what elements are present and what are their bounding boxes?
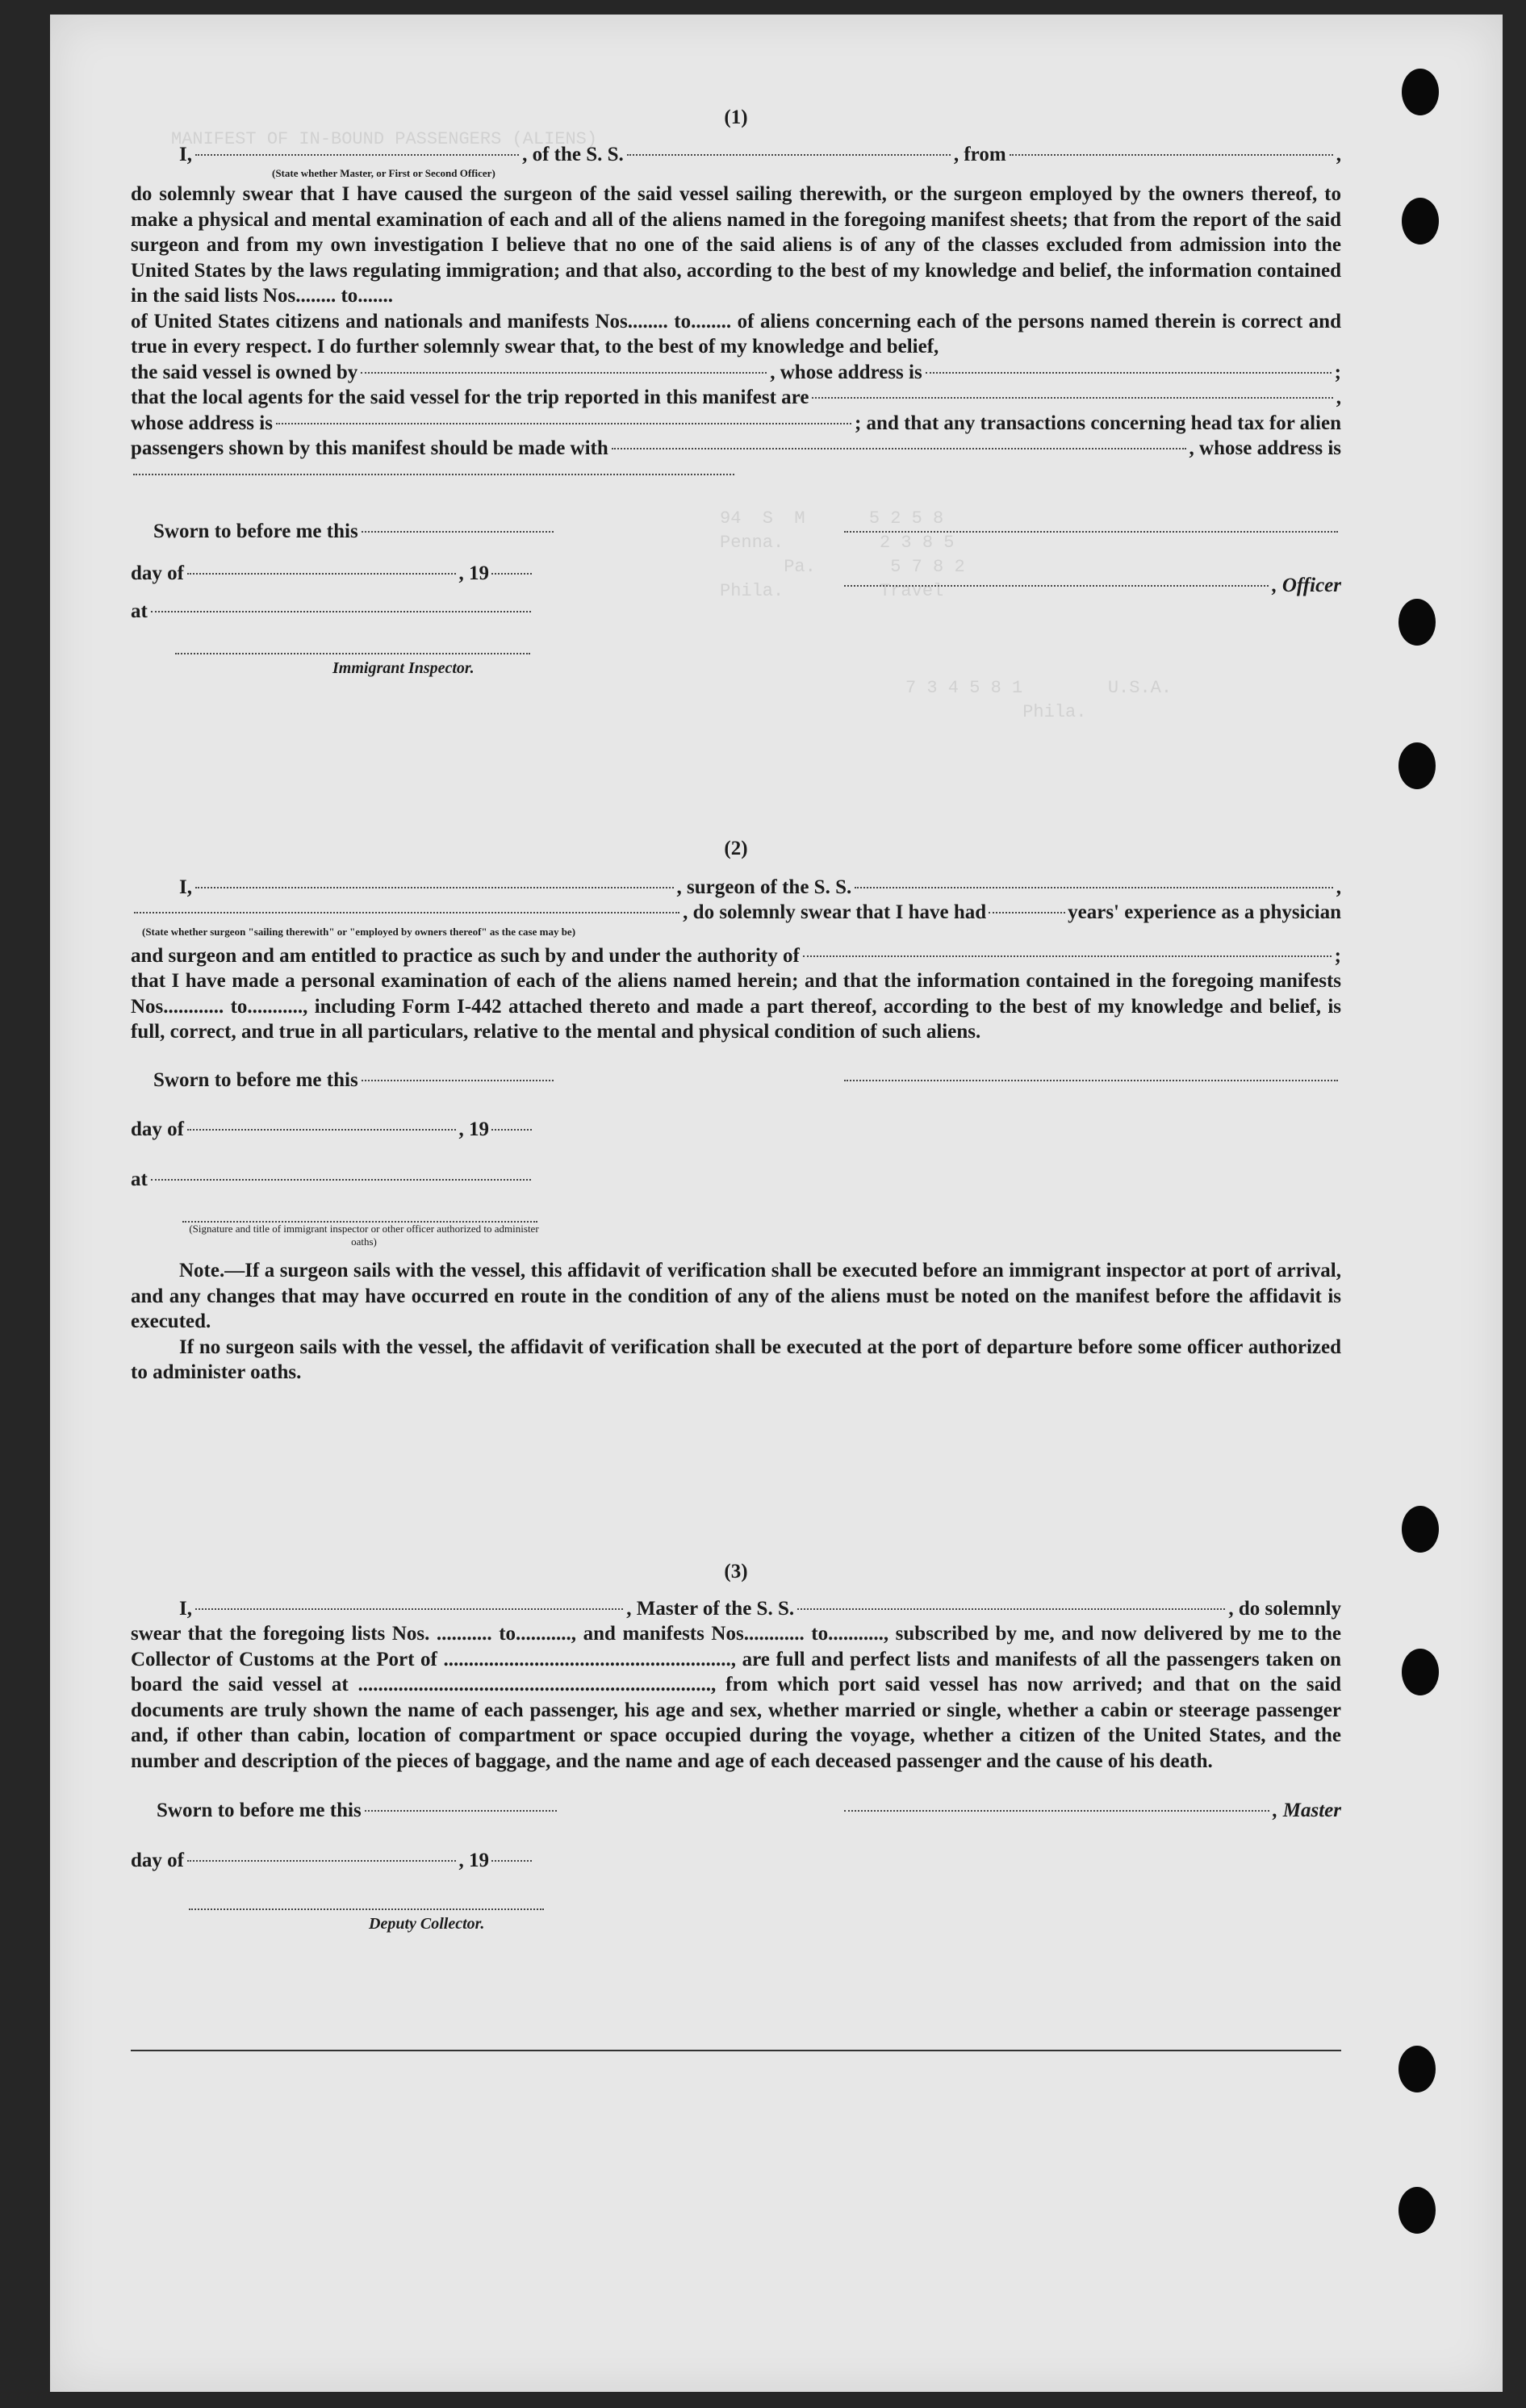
label-do-solemnly: , do solemnly: [1228, 1597, 1342, 1620]
blank-month: [187, 573, 456, 575]
surgeon-line: [131, 875, 1341, 901]
blank-year: [491, 1129, 532, 1131]
label-surgeon: , surgeon of the S. S.: [676, 876, 852, 898]
label-master: , Master of the S. S.: [626, 1597, 795, 1620]
punch-hole: [1398, 2187, 1436, 2234]
blank-officer-title: [844, 585, 1269, 587]
label-day: day of: [131, 562, 184, 584]
blank-name: [195, 154, 519, 156]
sworn-row: [131, 1068, 1341, 1093]
blank-surgeon-status: [134, 912, 679, 913]
punct: ,: [1336, 876, 1342, 898]
label-year: , 19: [458, 1118, 489, 1140]
day-row: [131, 1848, 534, 1874]
affidavit-section-1: [131, 105, 1341, 682]
affidavit-body-2: of United States citizens and nationals and manifests Nos........ to........ of aliens concerning each of the persons named therein is correct and true in every respect. I do further solemnly swear that, to the best of my knowledge and belief,: [131, 310, 1341, 357]
blank-master-name: [195, 1608, 623, 1610]
blank-ship: [627, 154, 951, 156]
deputy-signature-line: [189, 1908, 544, 1910]
blank-surgeon-signature: [844, 1080, 1338, 1081]
punch-hole: [1402, 1649, 1439, 1695]
experience-line: [131, 900, 1341, 926]
label-address: , whose address is: [770, 361, 922, 383]
sworn-row: [131, 519, 1341, 545]
label-master-title: , Master: [1273, 1800, 1341, 1821]
blank-years: [989, 912, 1065, 913]
blank-ship: [797, 1608, 1225, 1610]
label-year: , 19: [458, 562, 489, 584]
bleed-through-text: MANIFEST OF IN-BOUND PASSENGERS (ALIENS): [171, 129, 598, 149]
section-number: (2): [724, 838, 748, 859]
punch-hole: [1398, 599, 1436, 646]
blank-year: [491, 573, 532, 575]
blank-from: [1010, 154, 1333, 156]
affidavit-section-3: [131, 1559, 1341, 1938]
label-authority: and surgeon and am entitled to practice as such by and under the authority of: [131, 944, 800, 967]
note-paragraph: Note.—If a surgeon sails with the vessel, this affidavit of verification shall be executed before an immigrant inspector at port of arrival, and any changes that may have occurred en route in the condition of any of the aliens must be noted on the manifest before the affidavit is executed.: [131, 1260, 1341, 1332]
label-from: , from: [953, 143, 1006, 165]
bottom-rule: [131, 2050, 1341, 2051]
address-line: [131, 411, 1341, 437]
label-experience: years' experience as a physician: [1068, 901, 1341, 923]
punct: ,: [1336, 387, 1341, 408]
blank-authority: [803, 955, 1332, 957]
blank-month: [187, 1129, 456, 1131]
blank-head-tax-party: [612, 448, 1186, 449]
blank-officer-signature: [844, 531, 1338, 533]
label-ship: , of the S. S.: [522, 143, 624, 165]
punct: ;: [1334, 361, 1341, 383]
owner-line: [131, 360, 1341, 386]
label-year: , 19: [458, 1849, 489, 1871]
state-caption: (State whether Master, or First or Second Officer): [272, 167, 495, 179]
label-swear: , do solemnly swear that I have had: [683, 901, 987, 923]
blank-sworn-day: [362, 531, 554, 533]
bleed-through-text: 94 S M 5 2 5 8 Penna. 2 3 8 5 Pa. 5 7 8 2 Phila. Travel: [720, 508, 965, 601]
label-sworn: Sworn to before me this: [157, 1800, 362, 1821]
label-sworn: Sworn to before me this: [153, 1068, 358, 1091]
section-number: (3): [724, 1561, 748, 1582]
label-i: I,: [179, 143, 192, 165]
punch-hole: [1402, 69, 1439, 115]
blank-owner: [361, 372, 767, 374]
punch-hole: [1398, 742, 1436, 789]
punch-hole: [1402, 1506, 1439, 1553]
label-agents: that the local agents for the said vessel for the trip reported in this manifest are: [131, 387, 809, 408]
passengers-line: [131, 436, 1341, 462]
section-number: (1): [724, 107, 748, 128]
bleed-through-text: 7 3 4 5 8 1 U.S.A. Phila.: [905, 678, 1173, 722]
day-row: [131, 1117, 534, 1143]
authority-line: [131, 943, 1341, 969]
blank-agents-address: [276, 423, 851, 424]
label-passengers: passengers shown by this manifest should be made with: [131, 437, 608, 459]
punch-hole: [1402, 198, 1439, 245]
deputy-caption: Deputy Collector.: [369, 1915, 485, 1933]
affidavit-body: do solemnly swear that I have caused the surgeon of the said vessel sailing therewith, or the surgeon employed by the owners thereof, to make a physical and mental examination of each and all of the aliens named in the foregoing manifest sheets; that from the report of the said surgeon and from my own investigation I believe that no one of the said aliens is of any of the classes excluded from admission into the United States by the laws regulating immigration; and that also, according to the best of my knowledge and belief, the information contained in the said lists Nos........ to.......: [131, 183, 1341, 307]
blank-surgeon-name: [195, 887, 674, 888]
label-at: at: [131, 1168, 148, 1190]
blank-sworn-day: [362, 1080, 554, 1081]
affidavit-section-2: [131, 836, 1341, 1386]
label-i: I,: [179, 1597, 192, 1620]
blank-year: [491, 1860, 532, 1862]
label-i: I,: [179, 876, 192, 898]
affidavit-body: that I have made a personal examination of each of the aliens named herein; and that the information contained in the foregoing manifests Nos............ to..........., including Form I-442 attached thereto and made a part thereof, according to the best of my knowledge and belief, is full, correct, and true in all particulars, relative to the mental and physical condition of such aliens.: [131, 970, 1341, 1043]
punct: ,: [1336, 143, 1341, 165]
blank-ship: [855, 887, 1333, 888]
blank-owner-address: [926, 372, 1332, 374]
at-row: [131, 599, 534, 625]
blank-at: [151, 1179, 531, 1181]
sworn-row: [131, 1798, 1341, 1824]
blank-month: [187, 1860, 456, 1862]
label-day: day of: [131, 1118, 184, 1140]
inspector-caption: Immigrant Inspector.: [332, 659, 475, 677]
blank-master-signature: [844, 1810, 1269, 1812]
label-whose-address: whose address is: [131, 412, 273, 434]
label-owned: the said vessel is owned by: [131, 361, 358, 383]
label-officer: , Officer: [1272, 575, 1341, 596]
master-line: [131, 1596, 1341, 1622]
at-row: [131, 1167, 534, 1193]
affidavit-body: swear that the foregoing lists Nos. ........... to..........., and manifests Nos............ to..........., subscribed by me, and now delivered by me to the Collector of Customs at the Port of ........................................................., are full and perfect lists and manifests of all the passengers taken on board the said vessel at ......................................................................, from which port said vessel has now arrived; and that on the said documents are truly shown the name of each passenger, his age and sex, whether married or single, whether a cabin or steerage passenger and, if other than cabin, location of compartment or space occupied during the voyage, whether a citizen of the United States, and the number and description of the pieces of baggage, and the name and age of each deceased passenger and the cause of his death.: [131, 1623, 1341, 1772]
blank-at: [151, 611, 531, 612]
master-line: [131, 142, 1341, 168]
label-sworn: Sworn to before me this: [153, 520, 358, 542]
surgeon-caption: (State whether surgeon "sailing therewith" or "employed by owners thereof" as the case may be): [142, 925, 576, 938]
label-at: at: [131, 600, 148, 622]
label-head-tax: ; and that any transactions concerning head tax for alien: [854, 412, 1341, 434]
blank-head-tax-address: [133, 474, 734, 475]
punch-hole: [1398, 2046, 1436, 2092]
agents-line: [131, 385, 1341, 411]
blank-agents: [812, 397, 1332, 399]
label-day: day of: [131, 1849, 184, 1871]
blank-sworn-day: [365, 1810, 557, 1812]
note-paragraph-2: If no surgeon sails with the vessel, the affidavit of verification shall be executed at the port of departure before some officer authorized to administer oaths.: [131, 1336, 1341, 1383]
signature-caption: (Signature and title of immigrant inspector or other officer authorized to administer oaths): [189, 1223, 539, 1248]
inspector-signature-line: [175, 653, 530, 654]
punct: ;: [1334, 944, 1341, 967]
label-whose-address: , whose address is: [1189, 437, 1341, 459]
